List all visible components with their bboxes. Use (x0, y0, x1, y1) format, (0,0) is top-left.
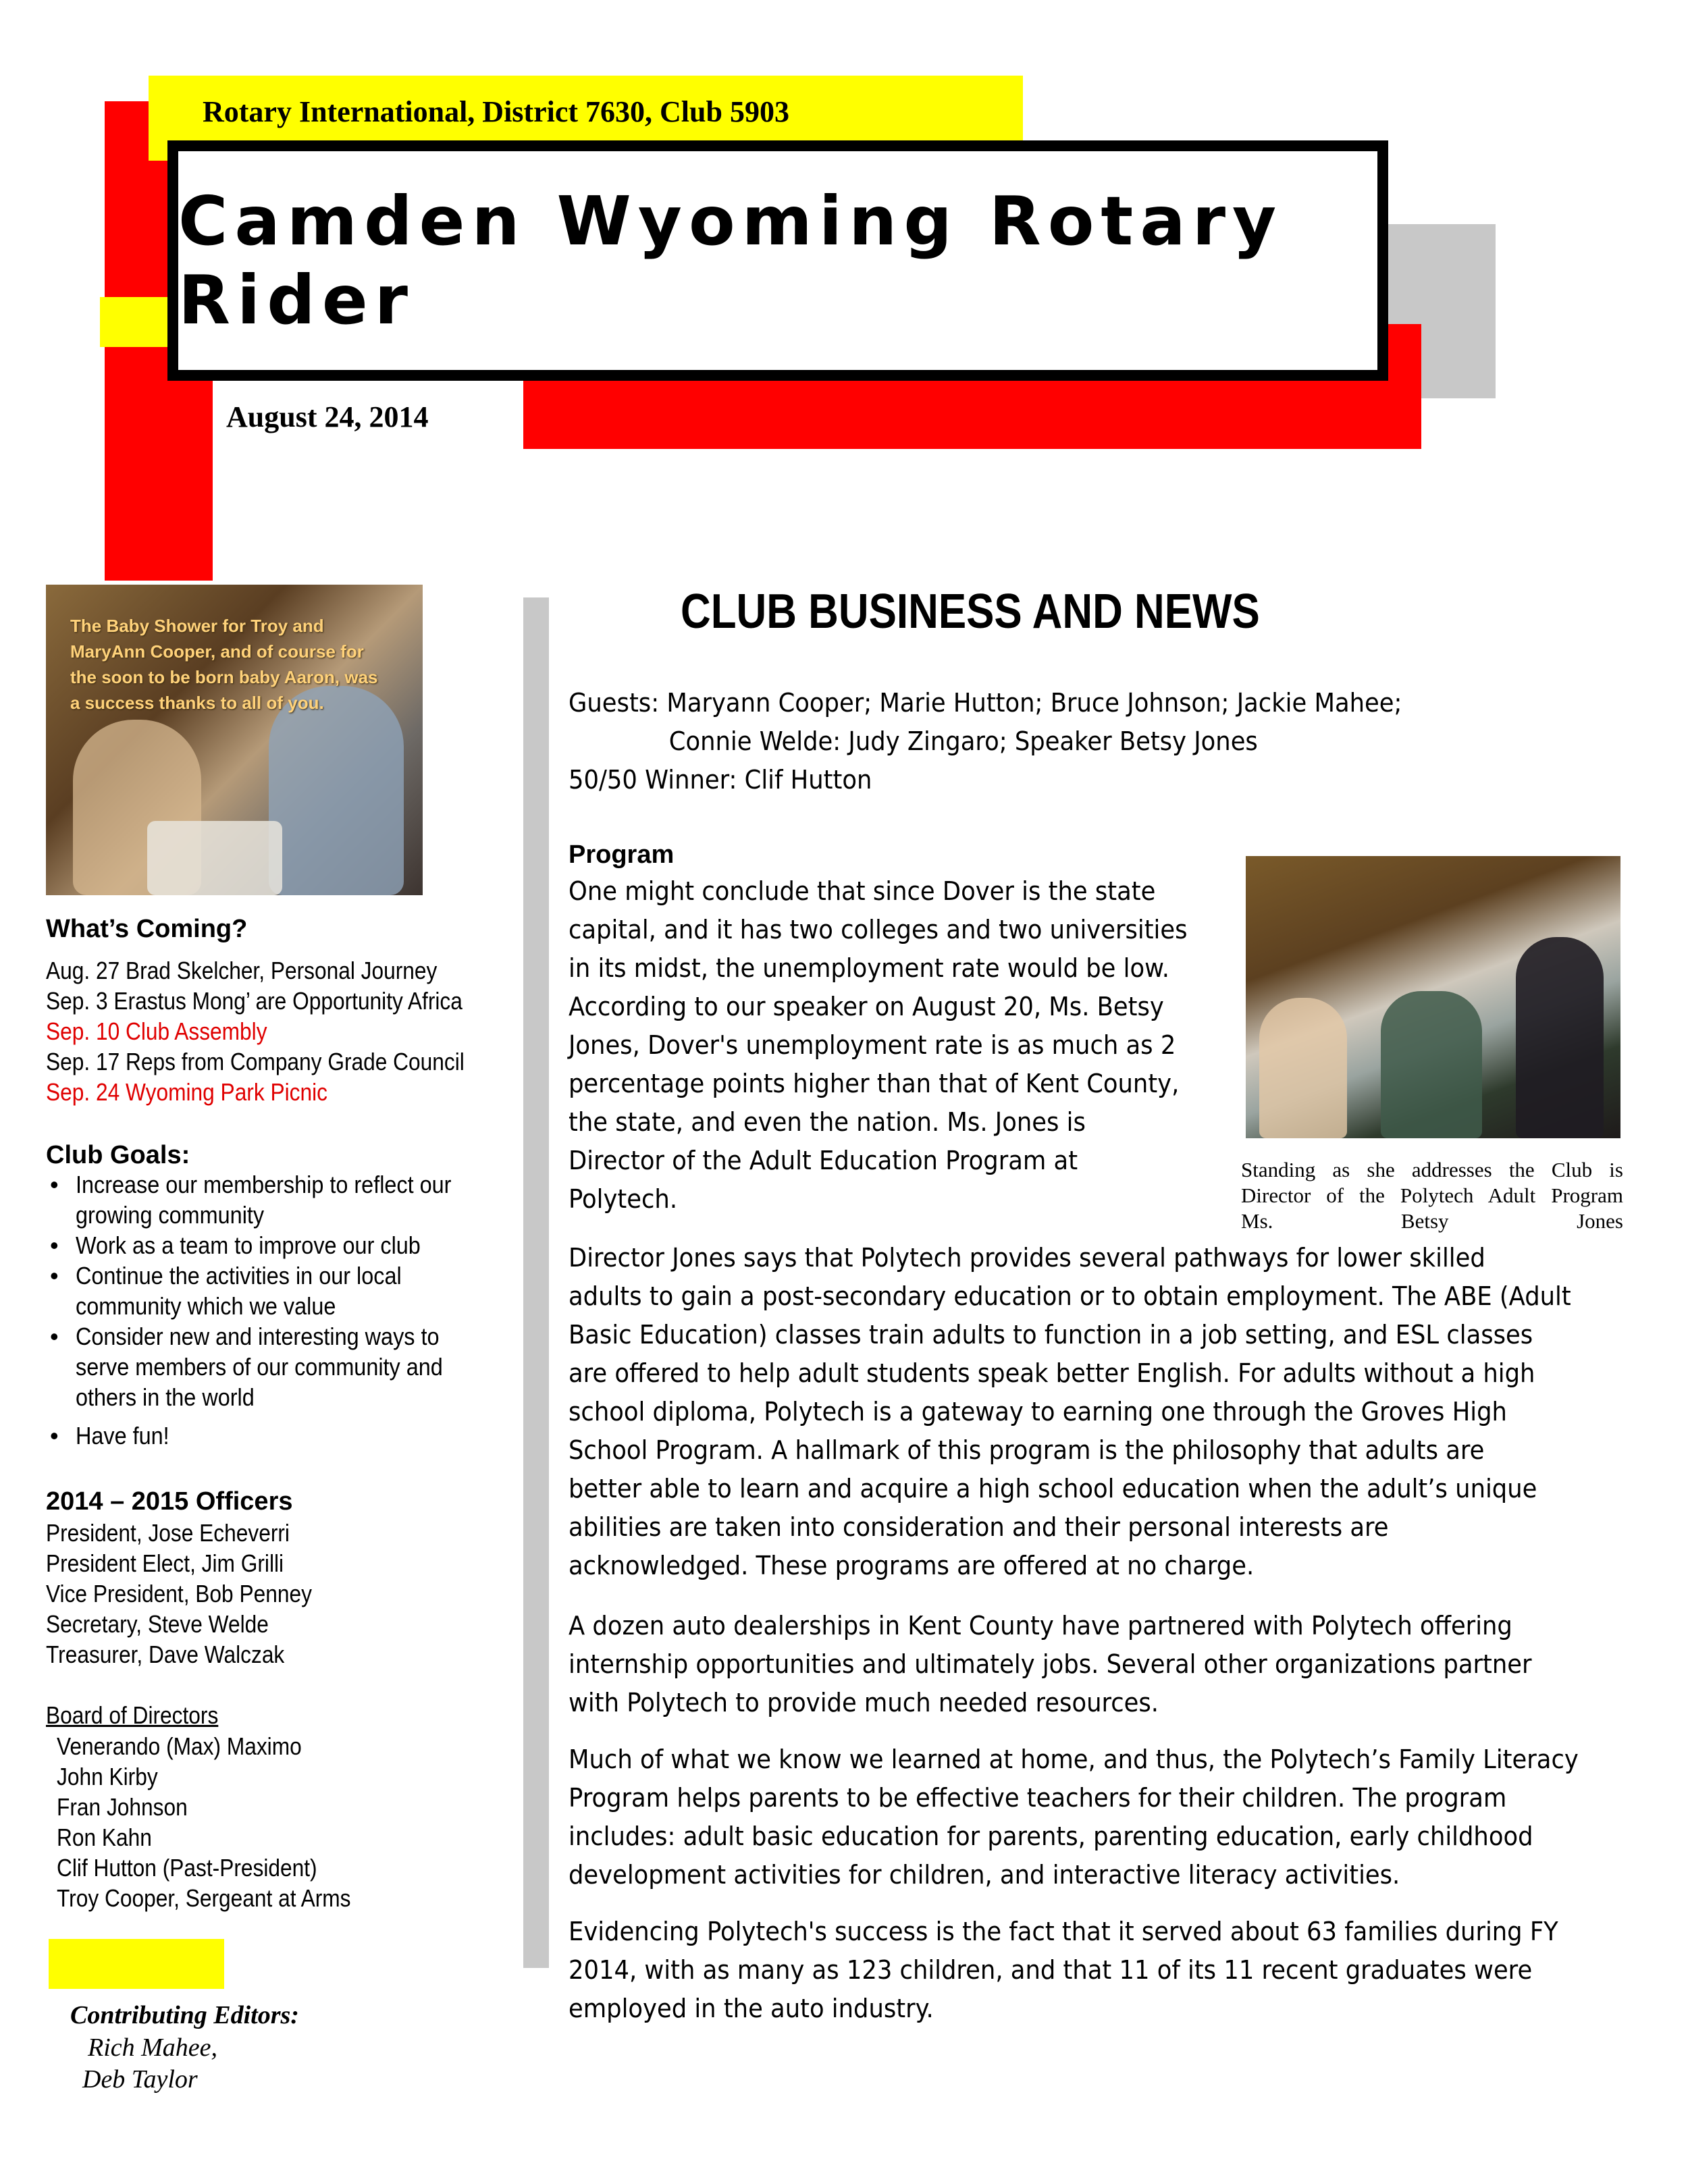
program-heading: Program (569, 841, 675, 869)
coming-heading: What’s Coming? (46, 915, 248, 943)
editor: Deb Taylor (82, 2065, 198, 2094)
editors-list (82, 2032, 217, 2096)
goal-item: • Work as a team to improve our club (46, 1230, 512, 1260)
officer: President Elect, Jim Grilli (46, 1549, 284, 1577)
coming-item: Sep. 10 Club Assembly (46, 1017, 267, 1045)
title-box (167, 140, 1388, 381)
photo-person-seated-man (1381, 991, 1482, 1138)
newsletter-title: Camden Wyoming Rotary Rider (178, 182, 1284, 340)
coming-item: Sep. 3 Erastus Mong’ are Opportunity Africa (46, 987, 463, 1015)
speaker-photo-caption: Standing as she addresses the Club is Director of the Polytech Adult Program Ms. Betsy Jones (1241, 1158, 1623, 1233)
section-heading: CLUB BUSINESS AND NEWS (681, 585, 1260, 639)
officer: Treasurer, Dave Walczak (46, 1641, 285, 1668)
baby-shower-photo (46, 585, 423, 895)
goal-item: • Continue the activities in our local community which we value (46, 1260, 512, 1321)
paragraph-success: Evidencing Polytech's success is the fact that it served about 63 families during FY 2014, with as many as 123 children, and that 11 of its 11 recent graduates were employed in the auto industry. (569, 1917, 1558, 2023)
goal-item: • Increase our membership to reflect our growing community (46, 1169, 512, 1230)
coming-item: Aug. 27 Brad Skelcher, Personal Journey (46, 957, 438, 984)
speaker-photo (1246, 856, 1620, 1138)
board-member: Clif Hutton (Past-President) (57, 1854, 317, 1882)
board-list (57, 1731, 391, 1913)
photo-gift (147, 821, 282, 895)
editors-heading: Contributing Editors: (70, 2001, 299, 2029)
board-member: Ron Kahn (57, 1823, 152, 1851)
board-heading: Board of Directors (46, 1701, 219, 1729)
paragraph-dealerships: A dozen auto dealerships in Kent County have partnered with Polytech offering internship opportunities and ultimately jobs. Several other organizations partner with Polytech to provide much needed resources. (569, 1611, 1532, 1717)
coming-list (46, 955, 521, 1107)
winner-line: 50/50 Winner: Clif Hutton (569, 765, 872, 795)
officer: President, Jose Echeverri (46, 1519, 290, 1547)
photo-person-standing-woman (1516, 937, 1604, 1138)
officers-heading: 2014 – 2015 Officers (46, 1487, 293, 1516)
board-member: John Kirby (57, 1763, 158, 1790)
program-text: One might conclude that since Dover is the state capital, and it has two colleges and two universities in its midst, the unemployment rate would be low. According to our speaker on August 20, Ms. Betsy Jones, Dover's unemployment rate is as much as 2 percentage points higher than that of Kent County, the state, and even the nation. Ms. Jones is Director of the Adult Education Program at Polytech. (569, 876, 1188, 1214)
guests-line: Connie Welde: Judy Zingaro; Speaker Betsy Jones (668, 726, 1258, 756)
column-divider (523, 597, 549, 1968)
paragraph-family-literacy: Much of what we know we learned at home, and thus, the Polytech’s Family Literacy Program helps parents to be effective teachers for their children. The program includes: adult basic education for parents, parenting education, early childhood development activities for children, and interactive literacy activities. (569, 1744, 1579, 1890)
paragraph-pathways: Director Jones says that Polytech provides several pathways for lower skilled adults to gain a post-secondary education or to obtain employment. The ABE (Adult Basic Education) classes train adults to function in a job setting, and ESL classes are offered to help adult students speak better English. For adults without a high school diploma, Polytech is a gateway to earning one through the Groves High School Program. A hallmark of this program is the philosophy that adults are better able to learn and acquire a high school education when the adult’s unique abilities are taken into consideration and their personal interests are acknowledged. These programs are offered at no charge. (569, 1243, 1571, 1580)
coming-item: Sep. 17 Reps from Company Grade Council (46, 1048, 465, 1075)
coming-item: Sep. 24 Wyoming Park Picnic (46, 1078, 328, 1106)
yellow-footer-block (49, 1939, 224, 1989)
goals-heading: Club Goals: (46, 1141, 190, 1169)
goals-list (46, 1169, 512, 1451)
officer: Vice President, Bob Penney (46, 1580, 312, 1607)
goal-item: • Have fun! (46, 1420, 512, 1451)
guests-line: Guests: Maryann Cooper; Marie Hutton; Bruce Johnson; Jackie Mahee; (569, 688, 1402, 718)
goal-item: • Consider new and interesting ways to serve members of our community and others in the world (46, 1321, 512, 1412)
guests-block (569, 684, 1465, 799)
officer: Secretary, Steve Welde (46, 1610, 269, 1638)
board-member: Venerando (Max) Maximo (57, 1732, 302, 1760)
issue-date: August 24, 2014 (226, 400, 429, 433)
club-line: Rotary International, District 7630, Club 5903 (203, 95, 789, 128)
photo-person-seated-woman (1259, 998, 1347, 1138)
editor: Rich Mahee, (88, 2033, 218, 2062)
officers-list (46, 1518, 348, 1670)
board-member: Troy Cooper, Sergeant at Arms (57, 1884, 351, 1912)
photo-caption: The Baby Shower for Troy and MaryAnn Cooper, and of course for the soon to be born baby Aaron, was a success thanks to all of you. (70, 616, 378, 713)
board-member: Fran Johnson (57, 1793, 188, 1821)
photo-person-man (269, 686, 404, 895)
